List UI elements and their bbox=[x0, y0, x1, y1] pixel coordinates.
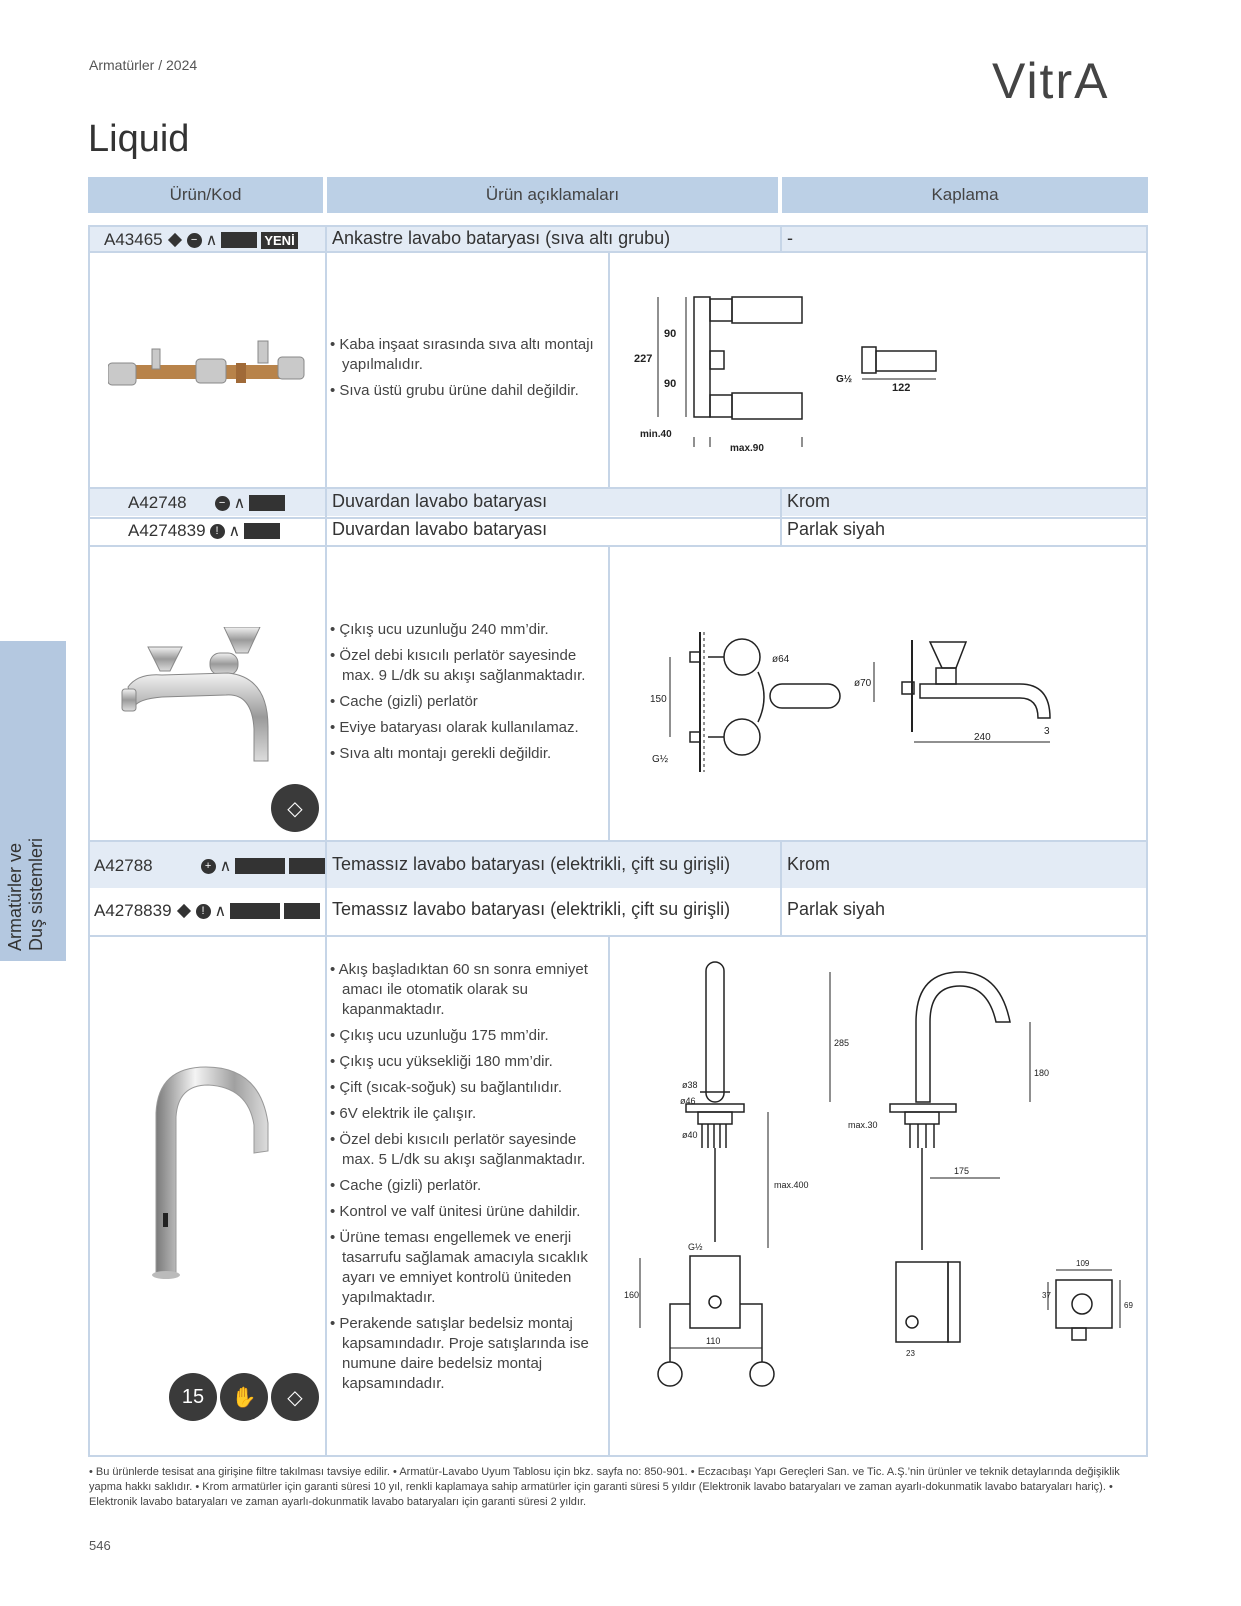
divider bbox=[780, 840, 782, 935]
divider bbox=[608, 935, 610, 1455]
dimension-label: 285 bbox=[834, 1038, 850, 1048]
free-installation-icon bbox=[235, 858, 285, 874]
minus-circle-icon: − bbox=[215, 496, 230, 511]
dimension-label: 227 bbox=[634, 353, 653, 365]
diamond-icon bbox=[176, 904, 190, 918]
technical-drawing bbox=[630, 267, 960, 467]
divider bbox=[780, 487, 782, 545]
product-image-concealed-body bbox=[108, 335, 308, 405]
product-code-row bbox=[104, 229, 298, 251]
box-icon bbox=[289, 858, 325, 874]
product-description: Duvardan lavabo bataryası bbox=[332, 491, 548, 511]
feature-item: • Özel debi kısıcılı perlatör sayesinde max. 5 L/dk su akışı sağlanmaktadır. bbox=[330, 1130, 600, 1170]
dimension-label: ø40 bbox=[682, 1130, 698, 1140]
product-description: Ankastre lavabo bataryası (sıva altı grubu) bbox=[332, 228, 671, 248]
dimension-label: 3 bbox=[1044, 726, 1050, 737]
product-description: Duvardan lavabo bataryası bbox=[332, 519, 548, 539]
product-finish: Parlak siyah bbox=[787, 519, 886, 539]
box-icon bbox=[284, 903, 320, 919]
dimension-label: max.30 bbox=[848, 1120, 878, 1130]
column-header-description: Ürün açıklamaları bbox=[327, 177, 778, 213]
divider bbox=[90, 840, 1146, 842]
product-description: Temassız lavabo bataryası (elektrikli, çift su girişli) bbox=[332, 899, 731, 919]
feature-item: • Sıva üstü grubu ürüne dahil değildir. bbox=[330, 381, 600, 401]
feature-item: • Ürüne teması engellemek ve enerji tasarrufu sağlamak amacıyla sıcaklık ayarı ve emniyet kontrolü üniteden yapılmaktadır. bbox=[330, 1228, 600, 1308]
page-number: 546 bbox=[89, 1538, 111, 1553]
plus-circle-icon: + bbox=[201, 859, 216, 874]
dimension-label: 160 bbox=[624, 1290, 640, 1300]
product-image-touchless-faucet bbox=[150, 1063, 280, 1283]
footnote: • Bu ürünlerde tesisat ana girişine filtre takılması tavsiye edilir. • Armatür-Lavabo Uyum Tablosu için bkz. sayfa no: 850-901. • Eczacıbaşı Yapı Gereçleri San. ve Tic. A.Ş.’nin ürünler ve teknik detaylarında değişiklik yapma hakkı saklıdır. • Krom armatürler için garanti süresi 10 yıl, renkli kaplamaya sahip armatürler için garanti süresi 5 yıldır (Elektronik lavabo bataryaları ve zaman ayarlı-dokunmatik lavabo bataryaları hariç). • Elektronik lavabo bataryaları ve zaman ayarlı-dokunmatik lavabo bataryaları için garanti süresi 2 yıldır. bbox=[89, 1466, 1120, 1508]
feature-item: • Perakende satışlar bedelsiz montaj kapsamındadır. Proje satışlarında ise numune daire bedelsiz montaj kapsamındadır. bbox=[330, 1314, 600, 1394]
dimension-label: max.90 bbox=[730, 443, 764, 454]
technical-drawing bbox=[630, 622, 1070, 782]
dimension-label: 23 bbox=[906, 1349, 915, 1358]
technical-drawing bbox=[620, 952, 1140, 1442]
product-code: A4278839 bbox=[94, 901, 172, 920]
divider bbox=[90, 487, 1146, 489]
dimension-label: G½ bbox=[688, 1242, 703, 1252]
feature-list bbox=[330, 335, 600, 407]
side-tab-line2: Duş sistemleri bbox=[26, 837, 46, 951]
feature-item: • Sıva altı montajı gerekli değildir. bbox=[330, 744, 600, 764]
feature-item: • Cache (gizli) perlatör. bbox=[330, 1176, 600, 1196]
feature-list bbox=[330, 620, 600, 770]
feature-item: • Çift (sıcak-soğuk) su bağlantılıdır. bbox=[330, 1078, 600, 1098]
dimension-label: 122 bbox=[892, 382, 911, 394]
dimension-label: 180 bbox=[1034, 1068, 1050, 1078]
dimension-label: 110 bbox=[706, 1336, 721, 1346]
box-icon bbox=[249, 495, 285, 511]
dimension-label: max.400 bbox=[774, 1180, 809, 1190]
caret-icon: ∧ bbox=[205, 232, 218, 249]
feature-item: • Çıkış ucu uzunluğu 175 mm’dir. bbox=[330, 1026, 600, 1046]
feature-item: • Kontrol ve valf ünitesi ürüne dahildir. bbox=[330, 1202, 600, 1222]
dimension-label: 90 bbox=[664, 378, 677, 390]
hand-sensor-icon: ✋ bbox=[220, 1373, 268, 1421]
dimension-label: ø64 bbox=[772, 654, 790, 665]
feature-item: • Kaba inşaat sırasında sıva altı montajı yapılmalıdır. bbox=[330, 335, 600, 375]
dimension-label: 150 bbox=[650, 694, 667, 705]
caret-icon: ∧ bbox=[233, 495, 246, 512]
caret-icon: ∧ bbox=[214, 903, 227, 920]
dimension-label: ø70 bbox=[854, 678, 872, 689]
dimension-label: 109 bbox=[1076, 1259, 1090, 1268]
feature-item: • 6V elektrik ile çalışır. bbox=[330, 1104, 600, 1124]
crystal-badge-icon: ◇ bbox=[271, 1373, 319, 1421]
product-code: A4274839 bbox=[128, 521, 206, 540]
column-header-finish: Kaplama bbox=[782, 177, 1148, 213]
product-finish: Krom bbox=[787, 491, 831, 511]
feature-item: • Akış başladıktan 60 sn sonra emniyet amacı ile otomatik olarak su kapanmaktadır. bbox=[330, 960, 600, 1020]
divider bbox=[325, 227, 327, 1455]
product-description: Temassız lavabo bataryası (elektrikli, çift su girişli) bbox=[332, 854, 731, 874]
feature-item: • Çıkış ucu yüksekliği 180 mm’dir. bbox=[330, 1052, 600, 1072]
divider bbox=[90, 545, 1146, 547]
product-code: A43465 bbox=[104, 230, 163, 249]
product-code: A42788 bbox=[94, 856, 153, 875]
dimension-label: 240 bbox=[974, 732, 991, 743]
diamond-icon bbox=[168, 233, 182, 247]
info-circle-icon: ! bbox=[210, 524, 225, 539]
divider bbox=[608, 545, 610, 840]
divider bbox=[90, 517, 1146, 519]
product-code-row bbox=[128, 520, 280, 542]
divider bbox=[90, 251, 1146, 253]
dimension-label: 69 bbox=[1124, 1301, 1133, 1310]
product-code-row bbox=[94, 900, 320, 922]
dimension-label: ø46 bbox=[680, 1096, 696, 1106]
feature-item: • Özel debi kısıcılı perlatör sayesinde max. 9 L/dk su akışı sağlanmaktadır. bbox=[330, 646, 600, 686]
divider bbox=[608, 251, 610, 487]
box-icon bbox=[244, 523, 280, 539]
crystal-badge-icon: ◇ bbox=[271, 784, 319, 832]
dimension-label: 37 bbox=[1042, 1291, 1051, 1300]
feature-item: • Eviye bataryası olarak kullanılamaz. bbox=[330, 718, 600, 738]
product-image-wall-basin-mixer bbox=[118, 627, 288, 767]
box-icon bbox=[221, 232, 257, 248]
section-side-tab[interactable] bbox=[0, 641, 66, 961]
feature-item: • Cache (gizli) perlatör bbox=[330, 692, 600, 712]
product-code: A42748 bbox=[128, 493, 187, 512]
product-finish: Krom bbox=[787, 854, 831, 874]
divider bbox=[90, 935, 1146, 937]
divider bbox=[780, 227, 782, 251]
breadcrumb: Armatürler / 2024 bbox=[89, 57, 198, 73]
new-badge: YENİ bbox=[261, 232, 297, 249]
caret-icon: ∧ bbox=[219, 858, 232, 875]
side-tab-label bbox=[5, 651, 47, 951]
page-title: Liquid bbox=[88, 118, 190, 160]
info-circle-icon: ! bbox=[196, 904, 211, 919]
dimension-label: min.40 bbox=[640, 429, 672, 440]
touch-timer-icon: 15 bbox=[169, 1373, 217, 1421]
brand-logo: VitrA bbox=[992, 53, 1110, 109]
free-installation-icon bbox=[230, 903, 280, 919]
dimension-label: 175 bbox=[954, 1166, 970, 1176]
dimension-label: G½ bbox=[652, 754, 669, 765]
dimension-label: G½ bbox=[836, 374, 853, 385]
product-finish: Parlak siyah bbox=[787, 899, 886, 919]
product-code-row bbox=[128, 492, 285, 514]
product-code-row bbox=[94, 855, 325, 877]
dimension-label: ø38 bbox=[682, 1080, 698, 1090]
side-tab-line1: Armatürler ve bbox=[5, 842, 25, 951]
caret-icon: ∧ bbox=[228, 523, 241, 540]
product-finish: - bbox=[787, 228, 793, 248]
minus-circle-icon: − bbox=[187, 233, 202, 248]
feature-item: • Çıkış ucu uzunluğu 240 mm’dir. bbox=[330, 620, 600, 640]
dimension-label: 90 bbox=[664, 328, 677, 340]
product-table bbox=[88, 225, 1148, 1457]
column-header-code: Ürün/Kod bbox=[88, 177, 323, 213]
feature-list bbox=[330, 960, 600, 1400]
